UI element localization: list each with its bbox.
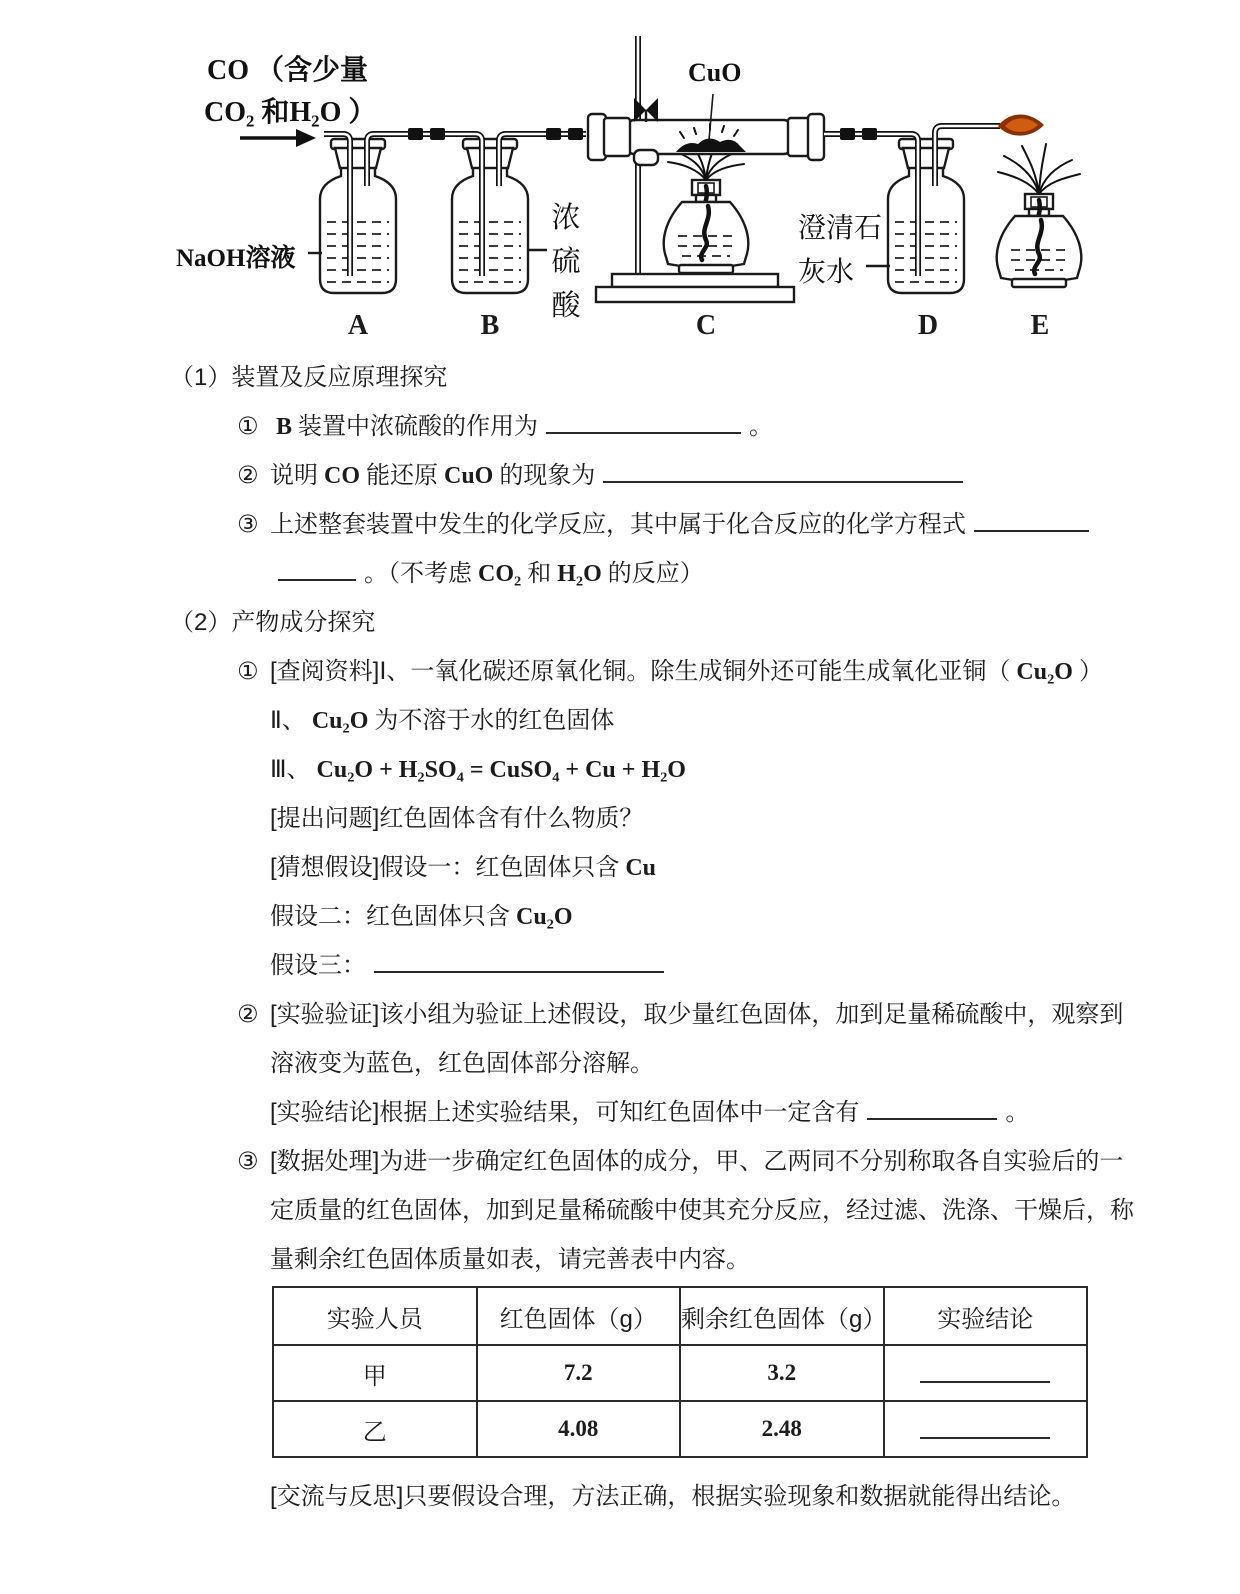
reaction-tube bbox=[588, 98, 824, 165]
q2-hypothesis1: [猜想假设]假设一：红色固体只含 Cu bbox=[270, 854, 657, 881]
alcohol-lamp-e bbox=[997, 194, 1082, 287]
gas-washing-bottle-a bbox=[320, 139, 396, 293]
label-d: D bbox=[917, 310, 939, 341]
item-number: ③ bbox=[237, 511, 259, 538]
experiment-data-table bbox=[272, 1286, 1088, 1458]
label-c: C bbox=[695, 310, 717, 341]
q2-item2-conclusion: [实验结论]根据上述实验结果，可知红色固体中一定含有 。 bbox=[0, 1088, 1240, 1137]
q1-item1: ① B 装置中浓硫酸的作用为 。 bbox=[0, 402, 1240, 451]
q1-item2: ② 说明 CO 能还原 CuO 的现象为 bbox=[0, 451, 1240, 500]
apparatus-drawing bbox=[0, 0, 1240, 345]
answer-blank bbox=[546, 408, 741, 434]
q2-item3-line3: 量剩余红色固体质量如表，请完善表中内容。 bbox=[270, 1246, 750, 1273]
cuo-label: CuO bbox=[688, 58, 742, 87]
q2-propose-question: [提出问题]红色固体含有什么物质？ bbox=[270, 805, 644, 832]
lamp-e-flame-icon bbox=[998, 144, 1080, 194]
q2-item3-line1: ③ [数据处理]为进一步确定红色固体的成分，甲、乙两同不分别称取各自实验后的一 bbox=[0, 1137, 1240, 1186]
label-e: E bbox=[1030, 310, 1050, 341]
naoh-solution-label: NaOH溶液 bbox=[176, 245, 296, 272]
col-header-remaining: 剩余红色固体（g） bbox=[680, 1287, 884, 1345]
q2-hypothesis2: 假设二：红色固体只含 Cu₂O bbox=[270, 903, 573, 930]
apparatus-diagram bbox=[0, 0, 1240, 345]
q2-hypothesis3: 假设三： bbox=[0, 941, 1240, 990]
answer-blank bbox=[867, 1094, 997, 1120]
q1-item3-cont: 。（不考虑 CO₂ 和 H₂O 的反应） bbox=[0, 549, 1240, 598]
alcohol-lamp-c bbox=[664, 180, 749, 273]
apparatus-letters bbox=[0, 310, 1240, 344]
answer-blank bbox=[278, 555, 356, 581]
table-header-row bbox=[273, 1287, 1087, 1345]
answer-blank bbox=[974, 506, 1089, 532]
q1-item3: ③ 上述整套装置中发生的化学反应，其中属于化合反应的化学方程式 bbox=[0, 500, 1240, 549]
gas-inlet-label-line2: CO₂ 和H₂O ） bbox=[204, 97, 377, 128]
table-row bbox=[273, 1345, 1087, 1401]
answer-blank bbox=[374, 947, 664, 973]
section1-heading: （1）装置及反应原理探究 bbox=[170, 364, 448, 391]
item-number: ② bbox=[237, 462, 259, 489]
section2-heading: （2）产物成分探究 bbox=[170, 609, 376, 636]
label-a: A bbox=[347, 310, 369, 341]
q2-item1-line2: Ⅱ、 Cu₂O 为不溶于水的红色固体 bbox=[270, 707, 615, 734]
gas-washing-bottle-b bbox=[452, 139, 528, 293]
label-b: B bbox=[480, 310, 500, 341]
gas-flow-arrow-icon bbox=[240, 129, 316, 147]
cell-remaining: 2.48 bbox=[680, 1401, 884, 1457]
exhaust-flame-icon bbox=[998, 115, 1044, 136]
answer-blank bbox=[920, 1413, 1050, 1439]
col-header-person: 实验人员 bbox=[273, 1287, 477, 1345]
cell-mass: 4.08 bbox=[477, 1401, 681, 1457]
q2-item1-equation: Ⅲ、 Cu₂O + H₂SO₄ = CuSO₄ + Cu + H₂O bbox=[270, 756, 686, 783]
concentrated-sulfuric-acid-label: 浓硫酸 bbox=[551, 202, 581, 322]
cell-person: 乙 bbox=[273, 1401, 477, 1457]
answer-blank bbox=[920, 1357, 1050, 1383]
item-number: ③ bbox=[237, 1148, 259, 1175]
limewater-label-line2: 灰水 bbox=[798, 256, 855, 287]
question-body bbox=[0, 345, 1240, 1521]
q2-item2-line2: 溶液变为蓝色，红色固体部分溶解。 bbox=[270, 1050, 654, 1077]
q2-item1-line1: ① [查阅资料]Ⅰ、一氧化碳还原氧化铜。除生成铜外还可能生成氧化亚铜（ Cu₂O ） bbox=[0, 647, 1240, 696]
gas-washing-bottle-d bbox=[888, 139, 964, 293]
q2-item2-line1: ② [实验验证]该小组为验证上述假设，取少量红色固体，加到足量稀硫酸中，观察到 bbox=[0, 990, 1240, 1039]
item-number: ② bbox=[237, 1001, 259, 1028]
col-header-conclusion: 实验结论 bbox=[884, 1287, 1088, 1345]
col-header-mass: 红色固体（g） bbox=[477, 1287, 681, 1345]
cell-person: 甲 bbox=[273, 1345, 477, 1401]
table-row bbox=[273, 1401, 1087, 1457]
answer-blank bbox=[603, 457, 963, 483]
item-number: ① bbox=[237, 413, 259, 440]
cell-conclusion bbox=[884, 1401, 1088, 1457]
cell-remaining: 3.2 bbox=[680, 1345, 884, 1401]
reflection-line: [交流与反思]只要假设合理，方法正确，根据实验现象和数据就能得出结论。 bbox=[270, 1483, 1076, 1510]
item-number: ① bbox=[237, 658, 259, 685]
limewater-label-line1: 澄清石 bbox=[798, 212, 883, 243]
q2-item3-line2: 定质量的红色固体，加到足量稀硫酸中使其充分反应，经过滤、洗涤、干燥后，称 bbox=[270, 1197, 1134, 1224]
gas-inlet-label-line1: CO （含少量 bbox=[207, 55, 369, 86]
cell-mass: 7.2 bbox=[477, 1345, 681, 1401]
cell-conclusion bbox=[884, 1345, 1088, 1401]
